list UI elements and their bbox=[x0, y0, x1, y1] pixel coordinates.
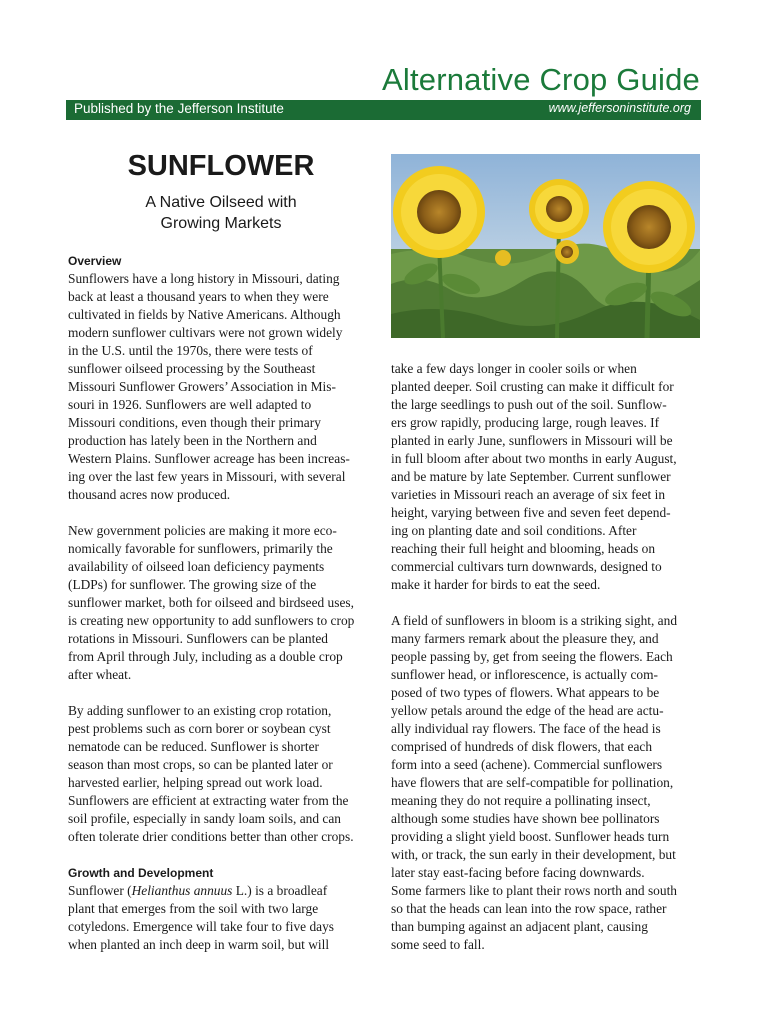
left-column bbox=[68, 252, 378, 954]
paragraph-line: from April through July, including as a double crop bbox=[68, 649, 343, 664]
paragraph-line: have flowers that are self-compatible for pollination, bbox=[391, 775, 674, 790]
paragraph-line: Sunflowers have a long history in Missouri, dating bbox=[68, 271, 340, 286]
paragraph-line: production has lately been in the Northern and bbox=[68, 433, 317, 448]
paragraph-line: plant that emerges from the soil with two large bbox=[68, 901, 319, 916]
paragraph-line: nomically favorable for sunflowers, primarily the bbox=[68, 541, 333, 556]
paragraph-line: harvested earlier, helping spread out work load. bbox=[68, 775, 323, 790]
paragraph-line: posed of two types of flowers. What appears to be bbox=[391, 685, 660, 700]
paragraph-line: pest problems such as corn borer or soybean cyst bbox=[68, 721, 331, 736]
paragraph-line: Missouri conditions, even though their primary bbox=[68, 415, 321, 430]
paragraph-line: modern sunflower cultivars were not grown widely bbox=[68, 325, 343, 340]
publisher-banner bbox=[66, 100, 701, 120]
paragraph-line: sunflower market, both for oilseed and birdseed uses, bbox=[68, 595, 354, 610]
paragraph-line: Sunflowers are efficient at extracting water from the bbox=[68, 793, 349, 808]
paragraph-line: back at least a thousand years to when they were bbox=[68, 289, 329, 304]
sunflower-field-photo bbox=[391, 154, 700, 338]
paragraph-line: than bumping against an adjacent plant, causing bbox=[391, 919, 648, 934]
paragraph-line: cotyledons. Emergence will take four to five days bbox=[68, 919, 334, 934]
paragraph-line: providing a slight yield boost. Sunflower heads turn bbox=[391, 829, 670, 844]
paragraph-line: rotations in Missouri. Sunflowers can be planted bbox=[68, 631, 328, 646]
paragraph-line: varieties in Missouri reach an average of six feet in bbox=[391, 487, 666, 502]
overview-heading: Overview bbox=[68, 254, 122, 268]
paragraph-line: souri in 1926. Sunflowers are well adapted to bbox=[68, 397, 312, 412]
paragraph-line: nematode can be reduced. Sunflower is shorter bbox=[68, 739, 319, 754]
paragraph-line: commercial cultivars turn downwards, designed to bbox=[391, 559, 662, 574]
paragraph-line: with, or track, the sun early in their development, but bbox=[391, 847, 676, 862]
paragraph-line: take a few days longer in cooler soils or when bbox=[391, 361, 637, 376]
paragraph-line: form into a seed (achene). Commercial sunflowers bbox=[391, 757, 663, 772]
paragraph-line: comprised of hundreds of disk flowers, that each bbox=[391, 739, 653, 754]
paragraph-line: so that the heads can lean into the row space, rather bbox=[391, 901, 667, 916]
growth-heading: Growth and Development bbox=[68, 866, 214, 880]
right-column bbox=[391, 360, 703, 954]
paragraph-line: although some studies have shown bee pollinators bbox=[391, 811, 660, 826]
publisher-label: Published by the Jefferson Institute bbox=[74, 101, 284, 116]
paragraph-line: Western Plains. Sunflower acreage has been increas- bbox=[68, 451, 350, 466]
paragraph-line: in the U.S. until the 1970s, there were tests of bbox=[68, 343, 313, 358]
paragraph-line: the large seedlings to push out of the soil. Sunflow- bbox=[391, 397, 667, 412]
subtitle-line: A Native Oilseed with bbox=[145, 194, 297, 211]
paragraph-line: availability of oilseed loan deficiency payments bbox=[68, 559, 325, 574]
paragraph-line: A field of sunflowers in bloom is a striking sight, and bbox=[391, 613, 678, 628]
paragraph-line: yellow petals around the edge of the head are actu- bbox=[391, 703, 664, 718]
paragraph-line: ing on planting date and soil conditions. After bbox=[391, 523, 637, 538]
text-span: Sunflower ( bbox=[68, 883, 132, 898]
paragraph-line: By adding sunflower to an existing crop rotation, bbox=[68, 703, 332, 718]
guide-title: Alternative Crop Guide bbox=[381, 62, 700, 97]
paragraph-line: meaning they do not require a pollinating insect, bbox=[391, 793, 651, 808]
paragraph-line: in full bloom after about two months in early August, bbox=[391, 451, 677, 466]
paragraph-line: often tolerate drier conditions better than other crops. bbox=[68, 829, 354, 844]
paragraph-line: ers grow rapidly, producing large, rough leaves. If bbox=[391, 415, 660, 430]
paragraph-line: when planted an inch deep in warm soil, but will bbox=[68, 937, 330, 952]
paragraph-line bbox=[68, 882, 378, 900]
article-subtitle bbox=[66, 192, 376, 234]
paragraph-line: some seed to fall. bbox=[391, 937, 485, 952]
paragraph-line: New government policies are making it more eco- bbox=[68, 523, 337, 538]
paragraph-line: people passing by, get from seeing the flowers. Each bbox=[391, 649, 673, 664]
website-link[interactable]: www.jeffersoninstitute.org bbox=[548, 101, 691, 115]
paragraph-line: cultivated in fields by Native Americans. Although bbox=[68, 307, 341, 322]
paragraph-line: sunflower head, or inflorescence, is actually com- bbox=[391, 667, 658, 682]
subtitle-line: Growing Markets bbox=[160, 215, 282, 232]
paragraph-line: sunflower oilseed processing by the Southeast bbox=[68, 361, 316, 376]
paragraph-line: is creating new opportunity to add sunflowers to crop bbox=[68, 613, 355, 628]
paragraph-line: ing over the last few years in Missouri, with several bbox=[68, 469, 346, 484]
paragraph-line: planted deeper. Soil crusting can make it difficult for bbox=[391, 379, 674, 394]
paragraph-line: thousand acres now produced. bbox=[68, 487, 231, 502]
text-span: L.) is a broadleaf bbox=[232, 883, 328, 898]
paragraph-line: Missouri Sunflower Growers’ Association in Mis- bbox=[68, 379, 336, 394]
paragraph-line: season than most crops, so can be planted later or bbox=[68, 757, 333, 772]
article-title: SUNFLOWER bbox=[127, 150, 315, 182]
paragraph-line: ally individual ray flowers. The face of the head is bbox=[391, 721, 661, 736]
paragraph-line: make it harder for birds to eat the seed. bbox=[391, 577, 601, 592]
paragraph-line: reaching their full height and blooming, heads on bbox=[391, 541, 656, 556]
paragraph-line: planted in early June, sunflowers in Missouri will be bbox=[391, 433, 673, 448]
paragraph-line: after wheat. bbox=[68, 667, 132, 682]
paragraph-line: height, varying between five and seven feet depend- bbox=[391, 505, 671, 520]
paragraph-line: (LDPs) for sunflower. The growing size of the bbox=[68, 577, 317, 592]
paragraph-line: and be mature by late September. Current sunflower bbox=[391, 469, 671, 484]
paragraph-line: later stay east-facing before facing downwards. bbox=[391, 865, 645, 880]
paragraph-line: soil profile, especially in sandy loam soils, and can bbox=[68, 811, 341, 826]
paragraph-line: Some farmers like to plant their rows north and south bbox=[391, 883, 677, 898]
scientific-name: Helianthus annuus bbox=[131, 883, 233, 898]
paragraph-line: many farmers remark about the pleasure they, and bbox=[391, 631, 659, 646]
